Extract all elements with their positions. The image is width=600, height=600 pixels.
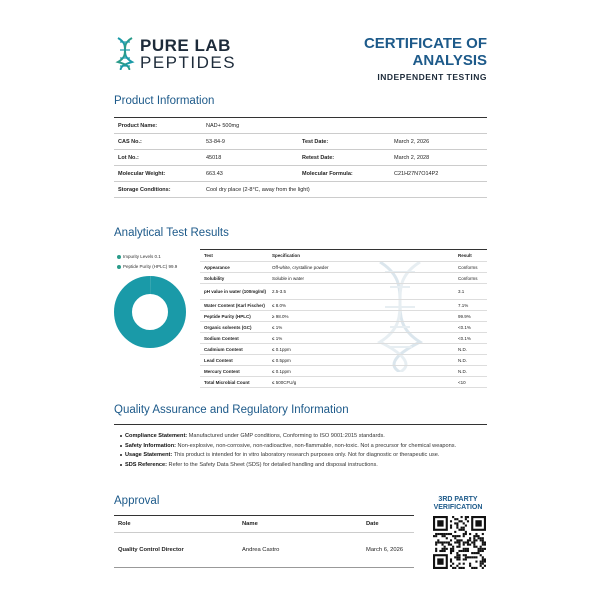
- lot-value: 45018: [206, 154, 222, 161]
- qr-code-icon[interactable]: [433, 516, 486, 569]
- formula-label: Molecular Formula:: [302, 170, 353, 177]
- cell-result: 7.1%: [458, 302, 469, 308]
- retest-value: March 2, 2028: [394, 154, 430, 161]
- cell-result: N.D.: [458, 368, 467, 374]
- list-item: [120, 442, 490, 451]
- analytical-results-table: [200, 249, 487, 388]
- mw-label: Molecular Weight:: [118, 170, 166, 177]
- legend-item-purity: [117, 264, 177, 269]
- cas-value: 53-84-9: [206, 138, 225, 145]
- cell-spec: ≤ 0.1ppm: [272, 346, 291, 352]
- list-item: [120, 461, 490, 470]
- header-spec: Specification: [272, 253, 301, 258]
- donut-slice-1: [123, 285, 177, 339]
- approver-role: Quality Control Director: [118, 547, 184, 553]
- header-date: Date: [366, 521, 379, 527]
- list-item: [120, 432, 490, 441]
- table-row: [200, 366, 487, 377]
- table-row: [114, 533, 414, 568]
- legend-label: Peptide Purity (HPLC) 99.9: [123, 264, 178, 269]
- legend-dot-icon: [117, 255, 121, 259]
- cell-result: <10: [458, 379, 466, 385]
- dna-logo-icon: [114, 36, 136, 70]
- cell-result: <0.1%: [458, 335, 471, 341]
- qa-item-text: Non-explosive, non-corrosive, non-radioactive, non-flammable, non-toxic. Not a precursor for chemical weapons.: [177, 442, 457, 449]
- cell-spec: ≤ 8.0%: [272, 302, 286, 308]
- header-result: Result: [458, 253, 472, 258]
- qa-divider: [114, 424, 487, 425]
- title-line1: CERTIFICATE OF: [363, 35, 487, 52]
- verification-line2: VERIFICATION: [433, 504, 483, 511]
- cell-spec: ≥ 98.0%: [272, 313, 289, 319]
- storage-label: Storage Conditions:: [118, 186, 171, 193]
- lot-label: Lot No.:: [118, 154, 139, 161]
- table-row: [200, 273, 487, 284]
- table-row: [200, 344, 487, 355]
- cell-result: Conforms: [458, 275, 478, 281]
- cell-result: N.D.: [458, 346, 467, 352]
- cell-spec: Off-white, crystalline powder: [272, 264, 329, 270]
- retest-label: Retest Date:: [302, 154, 335, 161]
- header-name: Name: [242, 521, 258, 527]
- table-row: [200, 377, 487, 388]
- cell-test: Peptide Purity (HPLC): [204, 313, 251, 319]
- cell-test: Cadmium Content: [204, 346, 243, 352]
- approval-table: [114, 515, 414, 568]
- certificate-title: [364, 35, 487, 69]
- cell-result: 3.1: [458, 289, 465, 294]
- qa-item-label: Usage Statement:: [125, 452, 173, 459]
- verification-label: [430, 496, 486, 512]
- qa-title: Quality Assurance and Regulatory Information: [114, 404, 349, 416]
- table-row: [200, 311, 487, 322]
- qa-item-label: Compliance Statement:: [125, 433, 188, 439]
- legend-dot-icon: [117, 265, 121, 269]
- table-row: [114, 182, 487, 198]
- approver-name: Andrea Castro: [242, 547, 280, 553]
- table-row: [114, 150, 487, 166]
- title-line2: ANALYSIS: [412, 52, 487, 69]
- table-row: [114, 118, 487, 134]
- test-date-value: March 2, 2026: [394, 138, 430, 145]
- cell-result: Conforms: [458, 264, 478, 270]
- cell-spec: ≤ 0.5ppm: [272, 357, 291, 363]
- cell-test: pH value in water (100mg/ml): [204, 289, 267, 294]
- cell-spec: Soluble in water: [272, 275, 305, 281]
- qa-item-label: SDS Reference:: [125, 461, 167, 468]
- legend-label: Impurity Levels 0.1: [123, 254, 161, 259]
- cell-test: Lead Content: [204, 357, 233, 363]
- formula-value: C21H27N7O14P2: [394, 170, 439, 177]
- cell-result: N.D.: [458, 357, 467, 363]
- approval-date: March 6, 2026: [366, 547, 404, 553]
- qa-list: [120, 432, 490, 470]
- brand-name-line2: PEPTIDES: [140, 53, 237, 72]
- table-row: [200, 322, 487, 333]
- table-row: [200, 284, 487, 300]
- cell-test: Water Content (Karl Fischer): [204, 302, 265, 308]
- table-row: [200, 333, 487, 344]
- qa-item-label: Safety Information:: [125, 442, 176, 449]
- product-name-label: Product Name:: [118, 122, 158, 129]
- cell-result: 99.9%: [458, 313, 471, 319]
- analytical-title: Analytical Test Results: [114, 227, 229, 239]
- certificate-subtitle: INDEPENDENT TESTING: [377, 72, 487, 82]
- product-name-value: NAD+ 500mg: [206, 122, 240, 129]
- qa-item-text: This product is intended for in vitro laboratory research purposes only. Not for diagnostic or therapeutic use.: [173, 452, 440, 459]
- qa-item-text: Manufactured under GMP conditions, Conforming to ISO 9001:2015 standards.: [188, 433, 385, 439]
- product-info-title: Product Information: [114, 95, 215, 107]
- legend-item-impurity: [117, 254, 161, 259]
- mw-value: 663.43: [206, 170, 223, 177]
- cell-spec: ≤ 1%: [272, 324, 283, 330]
- product-info-table: [114, 117, 487, 198]
- header-test: Test: [204, 253, 213, 258]
- table-header-row: [200, 250, 487, 262]
- cell-result: <0.1%: [458, 324, 471, 330]
- table-header-row: [114, 516, 414, 533]
- approval-title: Approval: [114, 495, 160, 507]
- header-role: Role: [118, 521, 131, 527]
- test-date-label: Test Date:: [302, 138, 329, 145]
- qa-item-text: Refer to the Safety Data Sheet (SDS) for detailed handling and disposal instructions.: [168, 461, 378, 468]
- brand-name-line1: PURE LAB: [140, 36, 231, 55]
- cell-spec: ≤ 1%: [272, 335, 283, 341]
- cell-spec: ≤ 0.1ppm: [272, 368, 291, 374]
- brand-logo: [114, 36, 244, 70]
- cell-test: Total Microbial Count: [204, 379, 250, 385]
- cell-test: Sodium Content: [204, 335, 239, 341]
- table-row: [114, 166, 487, 182]
- cell-spec: 2.5-3.5: [272, 289, 287, 294]
- table-row: [114, 134, 487, 150]
- table-row: [200, 262, 487, 273]
- storage-value: Cool dry place (2-8°C, away from the light): [206, 186, 310, 193]
- cell-spec: ≤ 500CFU/g: [272, 379, 297, 385]
- table-row: [200, 300, 487, 311]
- cell-test: Solubility: [204, 275, 225, 281]
- cell-test: Organic solvents (GC): [204, 324, 252, 330]
- verification-line1: 3RD PARTY: [438, 496, 478, 503]
- purity-donut-chart: [114, 276, 186, 348]
- cas-label: CAS No.:: [118, 138, 142, 145]
- cell-test: Mercury Content: [204, 368, 240, 374]
- cell-test: Appearance: [204, 264, 230, 270]
- list-item: [120, 451, 490, 460]
- table-row: [200, 355, 487, 366]
